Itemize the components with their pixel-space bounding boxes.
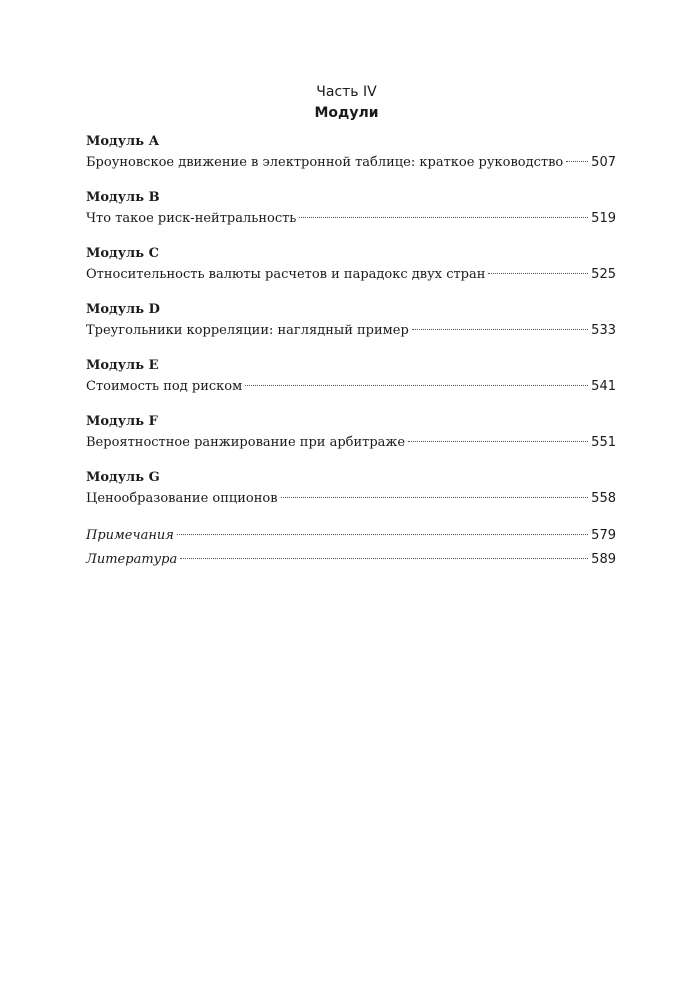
toc-title: Литература	[86, 552, 178, 567]
module-label: Модуль C	[86, 246, 159, 261]
module-entry	[86, 132, 616, 174]
leader-dots	[412, 329, 588, 330]
module-entry	[86, 356, 616, 398]
part-title: Модули	[314, 105, 379, 121]
module-entry	[86, 468, 616, 510]
toc-line[interactable]	[86, 264, 616, 286]
module-label: Модуль F	[86, 414, 158, 429]
module-entry	[86, 244, 616, 286]
module-label: Модуль D	[86, 302, 160, 317]
toc-title: Броуновское движение в электронной таблице: краткое руководство	[86, 155, 564, 170]
leader-dots	[177, 534, 588, 535]
toc-title: Примечания	[86, 528, 174, 543]
leader-dots	[408, 441, 588, 442]
leader-dots	[566, 161, 588, 162]
toc-title: Относительность валюты расчетов и парадокс двух стран	[86, 267, 486, 282]
toc-title: Ценообразование опционов	[86, 491, 278, 506]
toc-line[interactable]	[86, 320, 616, 342]
toc-line-notes[interactable]	[86, 524, 616, 548]
page-number: 533	[591, 323, 616, 338]
module-label: Модуль B	[86, 190, 160, 205]
toc-title: Что такое риск-нейтральность	[86, 211, 297, 226]
toc-title: Стоимость под риском	[86, 379, 243, 394]
toc-line[interactable]	[86, 152, 616, 174]
toc-line-bibliography[interactable]	[86, 548, 616, 572]
page-number: 558	[591, 491, 616, 506]
leader-dots	[245, 385, 588, 386]
leader-dots	[180, 558, 588, 559]
leader-dots	[281, 497, 589, 498]
module-label: Модуль E	[86, 358, 159, 373]
module-label: Модуль А	[86, 134, 160, 149]
toc-line[interactable]	[86, 488, 616, 510]
part-number: Часть IV	[316, 84, 377, 100]
module-entry	[86, 412, 616, 454]
part-header	[0, 82, 693, 124]
toc-title: Треугольники корреляции: наглядный пример	[86, 323, 409, 338]
page-number: 519	[591, 211, 616, 226]
page-number: 525	[591, 267, 616, 282]
page-number: 507	[591, 155, 616, 170]
page-number: 541	[591, 379, 616, 394]
leader-dots	[299, 217, 588, 218]
toc-line[interactable]	[86, 376, 616, 398]
page-number: 551	[591, 435, 616, 450]
page-number: 589	[591, 552, 616, 567]
back-matter	[86, 524, 616, 572]
module-entry	[86, 188, 616, 230]
leader-dots	[488, 273, 588, 274]
table-of-contents	[86, 132, 616, 572]
toc-line[interactable]	[86, 432, 616, 454]
module-label: Модуль G	[86, 470, 160, 485]
module-entry	[86, 300, 616, 342]
toc-line[interactable]	[86, 208, 616, 230]
page-number: 579	[591, 528, 616, 543]
toc-title: Вероятностное ранжирование при арбитраже	[86, 435, 406, 450]
